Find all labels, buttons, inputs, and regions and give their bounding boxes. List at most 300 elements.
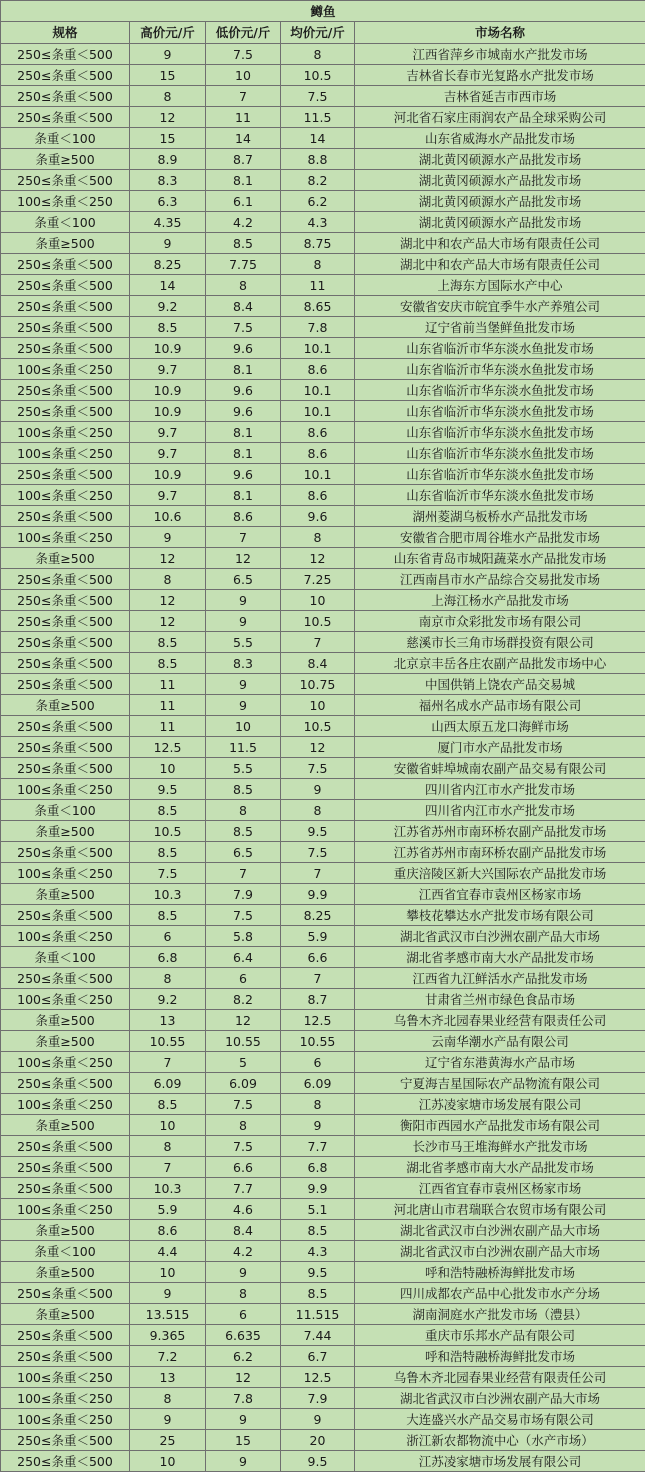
cell-avg-price: 8 [281, 254, 355, 275]
cell-market-name: 湖州菱湖乌板桥水产品批发市场 [355, 506, 645, 527]
cell-spec: 250≤条重＜500 [1, 254, 130, 275]
cell-high-price: 8.3 [130, 170, 206, 191]
cell-avg-price: 4.3 [281, 1241, 355, 1262]
cell-avg-price: 10.75 [281, 674, 355, 695]
cell-spec: 250≤条重＜500 [1, 737, 130, 758]
cell-high-price: 15 [130, 128, 206, 149]
cell-market-name: 山东省威海水产品批发市场 [355, 128, 645, 149]
cell-high-price: 9 [130, 1283, 206, 1304]
cell-avg-price: 6.7 [281, 1346, 355, 1367]
table-row [1, 317, 645, 338]
cell-spec: 100≤条重＜250 [1, 1094, 130, 1115]
table-row [1, 275, 645, 296]
cell-avg-price: 10.1 [281, 338, 355, 359]
cell-low-price: 12 [206, 548, 281, 569]
table-row [1, 611, 645, 632]
table-row [1, 821, 645, 842]
cell-spec: 条重≥500 [1, 1262, 130, 1283]
cell-high-price: 8 [130, 86, 206, 107]
table-row [1, 296, 645, 317]
cell-low-price: 7.5 [206, 317, 281, 338]
cell-high-price: 9.365 [130, 1325, 206, 1346]
table-row [1, 968, 645, 989]
cell-low-price: 6.1 [206, 191, 281, 212]
cell-high-price: 9 [130, 1409, 206, 1430]
cell-high-price: 9 [130, 527, 206, 548]
cell-low-price: 6.635 [206, 1325, 281, 1346]
cell-spec: 条重≥500 [1, 695, 130, 716]
cell-high-price: 11 [130, 716, 206, 737]
cell-avg-price: 9.5 [281, 821, 355, 842]
cell-high-price: 9.7 [130, 359, 206, 380]
cell-avg-price: 12 [281, 737, 355, 758]
table-row [1, 485, 645, 506]
table-row [1, 926, 645, 947]
table-row [1, 863, 645, 884]
cell-high-price: 8.5 [130, 653, 206, 674]
cell-spec: 250≤条重＜500 [1, 44, 130, 65]
cell-market-name: 厦门市水产品批发市场 [355, 737, 645, 758]
column-header-low-price: 低价元/斤 [206, 22, 281, 44]
cell-low-price: 8.1 [206, 422, 281, 443]
cell-avg-price: 9 [281, 1115, 355, 1136]
cell-high-price: 10.55 [130, 1031, 206, 1052]
cell-avg-price: 8.5 [281, 1220, 355, 1241]
cell-high-price: 7.5 [130, 863, 206, 884]
cell-spec: 250≤条重＜500 [1, 1430, 130, 1451]
cell-low-price: 6.5 [206, 842, 281, 863]
table-row [1, 149, 645, 170]
cell-spec: 100≤条重＜250 [1, 1409, 130, 1430]
cell-high-price: 9.7 [130, 485, 206, 506]
cell-spec: 100≤条重＜250 [1, 1388, 130, 1409]
cell-spec: 250≤条重＜500 [1, 632, 130, 653]
cell-high-price: 10.9 [130, 380, 206, 401]
cell-avg-price: 8 [281, 527, 355, 548]
table-row [1, 1451, 645, 1472]
cell-market-name: 长沙市马王堆海鲜水产批发市场 [355, 1136, 645, 1157]
cell-market-name: 湖北省武汉市白沙洲农副产品大市场 [355, 926, 645, 947]
table-row [1, 359, 645, 380]
cell-market-name: 上海江杨水产品批发市场 [355, 590, 645, 611]
table-row [1, 380, 645, 401]
cell-high-price: 8.5 [130, 632, 206, 653]
title-row [1, 1, 645, 22]
cell-high-price: 8.5 [130, 1094, 206, 1115]
table-row [1, 884, 645, 905]
cell-spec: 条重＜100 [1, 128, 130, 149]
cell-avg-price: 9 [281, 779, 355, 800]
cell-market-name: 浙江新农都物流中心（水产市场） [355, 1430, 645, 1451]
table-row [1, 527, 645, 548]
table-row [1, 737, 645, 758]
cell-high-price: 7 [130, 1157, 206, 1178]
cell-low-price: 10 [206, 716, 281, 737]
cell-high-price: 11 [130, 674, 206, 695]
cell-spec: 250≤条重＜500 [1, 65, 130, 86]
cell-avg-price: 8.5 [281, 1283, 355, 1304]
cell-high-price: 12 [130, 611, 206, 632]
cell-market-name: 湖北黄冈硕源水产品批发市场 [355, 191, 645, 212]
cell-market-name: 江西省九江鲜活水产品批发市场 [355, 968, 645, 989]
table-row [1, 716, 645, 737]
cell-avg-price: 6 [281, 1052, 355, 1073]
cell-low-price: 9 [206, 1451, 281, 1472]
cell-high-price: 12 [130, 548, 206, 569]
cell-spec: 250≤条重＜500 [1, 1451, 130, 1472]
cell-low-price: 11.5 [206, 737, 281, 758]
cell-spec: 250≤条重＜500 [1, 380, 130, 401]
cell-spec: 250≤条重＜500 [1, 674, 130, 695]
cell-avg-price: 8.6 [281, 422, 355, 443]
cell-market-name: 江苏凌家塘市场发展有限公司 [355, 1451, 645, 1472]
table-row [1, 800, 645, 821]
cell-low-price: 7.7 [206, 1178, 281, 1199]
table-row [1, 1220, 645, 1241]
table-row [1, 1199, 645, 1220]
cell-high-price: 9 [130, 44, 206, 65]
cell-spec: 条重＜100 [1, 212, 130, 233]
cell-market-name: 山东省临沂市华东淡水鱼批发市场 [355, 464, 645, 485]
cell-avg-price: 7.7 [281, 1136, 355, 1157]
cell-low-price: 5.5 [206, 632, 281, 653]
table-row [1, 1346, 645, 1367]
cell-high-price: 10 [130, 758, 206, 779]
cell-market-name: 北京京丰岳各庄农副产品批发市场中心 [355, 653, 645, 674]
cell-low-price: 7.5 [206, 44, 281, 65]
cell-spec: 100≤条重＜250 [1, 1199, 130, 1220]
table-row [1, 695, 645, 716]
cell-avg-price: 7.5 [281, 842, 355, 863]
cell-spec: 100≤条重＜250 [1, 1367, 130, 1388]
column-header-spec: 规格 [1, 22, 130, 44]
table-row [1, 842, 645, 863]
cell-spec: 250≤条重＜500 [1, 569, 130, 590]
table-row [1, 1115, 645, 1136]
cell-high-price: 9.2 [130, 296, 206, 317]
cell-avg-price: 8.6 [281, 443, 355, 464]
cell-avg-price: 8.25 [281, 905, 355, 926]
cell-high-price: 9.7 [130, 443, 206, 464]
cell-high-price: 10.5 [130, 821, 206, 842]
cell-spec: 100≤条重＜250 [1, 527, 130, 548]
cell-avg-price: 7 [281, 632, 355, 653]
cell-low-price: 9 [206, 611, 281, 632]
cell-spec: 100≤条重＜250 [1, 422, 130, 443]
cell-market-name: 湖北省孝感市南大水产品批发市场 [355, 1157, 645, 1178]
cell-low-price: 5.8 [206, 926, 281, 947]
cell-low-price: 8.7 [206, 149, 281, 170]
cell-high-price: 8.5 [130, 800, 206, 821]
cell-market-name: 湖北省武汉市白沙洲农副产品大市场 [355, 1220, 645, 1241]
cell-avg-price: 7.5 [281, 758, 355, 779]
table-row [1, 905, 645, 926]
cell-market-name: 慈溪市长三角市场群投资有限公司 [355, 632, 645, 653]
table-body [1, 44, 645, 1472]
cell-low-price: 9.6 [206, 464, 281, 485]
cell-spec: 250≤条重＜500 [1, 1325, 130, 1346]
table-row [1, 65, 645, 86]
cell-spec: 条重≥500 [1, 821, 130, 842]
cell-avg-price: 5.1 [281, 1199, 355, 1220]
cell-market-name: 吉林省延吉市西市场 [355, 86, 645, 107]
cell-market-name: 江西省宜春市袁州区杨家市场 [355, 884, 645, 905]
cell-high-price: 8.5 [130, 317, 206, 338]
cell-high-price: 10.3 [130, 1178, 206, 1199]
cell-market-name: 湖北省武汉市白沙洲农副产品大市场 [355, 1388, 645, 1409]
cell-market-name: 湖北黄冈硕源水产品批发市场 [355, 212, 645, 233]
cell-market-name: 山东省临沂市华东淡水鱼批发市场 [355, 443, 645, 464]
cell-low-price: 8.5 [206, 233, 281, 254]
cell-avg-price: 4.3 [281, 212, 355, 233]
cell-market-name: 乌鲁木齐北园春果业经营有限责任公司 [355, 1367, 645, 1388]
cell-spec: 250≤条重＜500 [1, 905, 130, 926]
cell-low-price: 8.1 [206, 485, 281, 506]
cell-avg-price: 10.1 [281, 464, 355, 485]
cell-avg-price: 10.55 [281, 1031, 355, 1052]
cell-low-price: 7.75 [206, 254, 281, 275]
cell-spec: 条重≥500 [1, 149, 130, 170]
cell-avg-price: 7.5 [281, 86, 355, 107]
cell-high-price: 6 [130, 926, 206, 947]
cell-market-name: 吉林省长春市光复路水产批发市场 [355, 65, 645, 86]
cell-spec: 250≤条重＜500 [1, 464, 130, 485]
cell-low-price: 6.4 [206, 947, 281, 968]
cell-high-price: 25 [130, 1430, 206, 1451]
cell-avg-price: 8.2 [281, 170, 355, 191]
table-row [1, 1052, 645, 1073]
cell-high-price: 8.9 [130, 149, 206, 170]
cell-avg-price: 7 [281, 863, 355, 884]
cell-avg-price: 9.9 [281, 1178, 355, 1199]
cell-high-price: 8 [130, 1388, 206, 1409]
cell-avg-price: 7.25 [281, 569, 355, 590]
cell-avg-price: 7.8 [281, 317, 355, 338]
cell-high-price: 6.3 [130, 191, 206, 212]
cell-market-name: 山东省临沂市华东淡水鱼批发市场 [355, 338, 645, 359]
cell-low-price: 8.6 [206, 506, 281, 527]
cell-spec: 250≤条重＜500 [1, 296, 130, 317]
cell-high-price: 4.35 [130, 212, 206, 233]
table-row [1, 86, 645, 107]
cell-high-price: 6.09 [130, 1073, 206, 1094]
cell-spec: 250≤条重＜500 [1, 107, 130, 128]
cell-avg-price: 6.2 [281, 191, 355, 212]
cell-avg-price: 10.1 [281, 380, 355, 401]
table-row [1, 1136, 645, 1157]
cell-avg-price: 7 [281, 968, 355, 989]
cell-low-price: 6 [206, 968, 281, 989]
cell-spec: 条重≥500 [1, 1010, 130, 1031]
table-row [1, 632, 645, 653]
cell-low-price: 10 [206, 65, 281, 86]
cell-avg-price: 8.4 [281, 653, 355, 674]
cell-spec: 条重≥500 [1, 1220, 130, 1241]
cell-avg-price: 10.5 [281, 65, 355, 86]
cell-low-price: 9 [206, 1409, 281, 1430]
cell-high-price: 10.9 [130, 401, 206, 422]
cell-avg-price: 11.515 [281, 1304, 355, 1325]
cell-market-name: 湖北中和农产品大市场有限责任公司 [355, 233, 645, 254]
cell-avg-price: 9.5 [281, 1262, 355, 1283]
cell-low-price: 8.5 [206, 821, 281, 842]
cell-high-price: 11 [130, 695, 206, 716]
cell-low-price: 5 [206, 1052, 281, 1073]
cell-high-price: 6.8 [130, 947, 206, 968]
cell-high-price: 9.7 [130, 422, 206, 443]
cell-market-name: 四川省内江市水产批发市场 [355, 800, 645, 821]
cell-avg-price: 11 [281, 275, 355, 296]
table-row [1, 1157, 645, 1178]
column-header-high-price: 高价元/斤 [130, 22, 206, 44]
cell-market-name: 江西南昌市水产品综合交易批发市场 [355, 569, 645, 590]
cell-low-price: 6.2 [206, 1346, 281, 1367]
cell-high-price: 8 [130, 968, 206, 989]
cell-market-name: 湖北中和农产品大市场有限责任公司 [355, 254, 645, 275]
table-row [1, 1241, 645, 1262]
cell-high-price: 9.5 [130, 779, 206, 800]
cell-market-name: 福州名成水产品市场有限公司 [355, 695, 645, 716]
cell-high-price: 15 [130, 65, 206, 86]
cell-avg-price: 14 [281, 128, 355, 149]
table-row [1, 653, 645, 674]
cell-avg-price: 8.65 [281, 296, 355, 317]
cell-avg-price: 10 [281, 695, 355, 716]
table-row [1, 548, 645, 569]
table-row [1, 1031, 645, 1052]
cell-low-price: 7 [206, 86, 281, 107]
cell-avg-price: 10.1 [281, 401, 355, 422]
cell-spec: 250≤条重＜500 [1, 1136, 130, 1157]
cell-spec: 100≤条重＜250 [1, 485, 130, 506]
cell-market-name: 河北唐山市君瑞联合农贸市场有限公司 [355, 1199, 645, 1220]
cell-avg-price: 7.44 [281, 1325, 355, 1346]
cell-market-name: 甘肃省兰州市绿色食品市场 [355, 989, 645, 1010]
cell-low-price: 4.2 [206, 212, 281, 233]
table-row [1, 128, 645, 149]
table-row [1, 212, 645, 233]
cell-high-price: 9 [130, 233, 206, 254]
cell-market-name: 辽宁省前当堡鲜鱼批发市场 [355, 317, 645, 338]
cell-avg-price: 8.7 [281, 989, 355, 1010]
cell-low-price: 9.6 [206, 380, 281, 401]
cell-spec: 条重≥500 [1, 1031, 130, 1052]
column-header-market: 市场名称 [355, 22, 645, 44]
cell-market-name: 山东省临沂市华东淡水鱼批发市场 [355, 485, 645, 506]
table-row [1, 758, 645, 779]
cell-market-name: 江苏凌家塘市场发展有限公司 [355, 1094, 645, 1115]
cell-avg-price: 9.5 [281, 1451, 355, 1472]
table-row [1, 1094, 645, 1115]
cell-spec: 100≤条重＜250 [1, 191, 130, 212]
cell-low-price: 8.1 [206, 443, 281, 464]
table-row [1, 674, 645, 695]
table-row [1, 422, 645, 443]
cell-high-price: 5.9 [130, 1199, 206, 1220]
cell-spec: 250≤条重＜500 [1, 1283, 130, 1304]
cell-market-name: 安徽省合肥市周谷堆水产品批发市场 [355, 527, 645, 548]
table-row [1, 779, 645, 800]
cell-avg-price: 8 [281, 1094, 355, 1115]
cell-avg-price: 12.5 [281, 1010, 355, 1031]
cell-low-price: 7.9 [206, 884, 281, 905]
cell-low-price: 4.2 [206, 1241, 281, 1262]
cell-high-price: 10 [130, 1115, 206, 1136]
cell-spec: 250≤条重＜500 [1, 1178, 130, 1199]
cell-market-name: 宁夏海吉星国际农产品物流有限公司 [355, 1073, 645, 1094]
cell-low-price: 8.4 [206, 1220, 281, 1241]
cell-low-price: 9.6 [206, 338, 281, 359]
cell-spec: 250≤条重＜500 [1, 590, 130, 611]
cell-low-price: 8.3 [206, 653, 281, 674]
cell-market-name: 山东省临沂市华东淡水鱼批发市场 [355, 359, 645, 380]
cell-low-price: 7 [206, 527, 281, 548]
cell-high-price: 7.2 [130, 1346, 206, 1367]
cell-low-price: 9 [206, 1262, 281, 1283]
cell-avg-price: 6.8 [281, 1157, 355, 1178]
cell-market-name: 江西省宜春市袁州区杨家市场 [355, 1178, 645, 1199]
cell-low-price: 8 [206, 275, 281, 296]
cell-avg-price: 6.09 [281, 1073, 355, 1094]
cell-spec: 100≤条重＜250 [1, 989, 130, 1010]
cell-high-price: 8.5 [130, 842, 206, 863]
cell-high-price: 10.3 [130, 884, 206, 905]
table-row [1, 1304, 645, 1325]
cell-spec: 250≤条重＜500 [1, 1073, 130, 1094]
cell-avg-price: 12.5 [281, 1367, 355, 1388]
cell-high-price: 10.6 [130, 506, 206, 527]
cell-high-price: 14 [130, 275, 206, 296]
cell-spec: 250≤条重＜500 [1, 317, 130, 338]
cell-spec: 250≤条重＜500 [1, 338, 130, 359]
cell-spec: 250≤条重＜500 [1, 275, 130, 296]
header-row [1, 22, 645, 44]
cell-avg-price: 12 [281, 548, 355, 569]
cell-spec: 条重＜100 [1, 1241, 130, 1262]
cell-low-price: 15 [206, 1430, 281, 1451]
cell-low-price: 6.6 [206, 1157, 281, 1178]
cell-low-price: 4.6 [206, 1199, 281, 1220]
cell-low-price: 7 [206, 863, 281, 884]
cell-low-price: 8 [206, 1283, 281, 1304]
cell-spec: 250≤条重＜500 [1, 170, 130, 191]
cell-avg-price: 8.8 [281, 149, 355, 170]
cell-low-price: 6 [206, 1304, 281, 1325]
cell-market-name: 四川成都农产品中心批发市水产分场 [355, 1283, 645, 1304]
cell-market-name: 江苏省苏州市南环桥农副产品批发市场 [355, 821, 645, 842]
cell-avg-price: 8.6 [281, 485, 355, 506]
cell-spec: 100≤条重＜250 [1, 926, 130, 947]
cell-spec: 250≤条重＜500 [1, 1157, 130, 1178]
table-row [1, 1262, 645, 1283]
table-row [1, 947, 645, 968]
cell-avg-price: 9 [281, 1409, 355, 1430]
cell-low-price: 8 [206, 800, 281, 821]
cell-low-price: 7.5 [206, 1136, 281, 1157]
cell-avg-price: 8.6 [281, 359, 355, 380]
cell-market-name: 山东省临沂市华东淡水鱼批发市场 [355, 401, 645, 422]
table-row [1, 1325, 645, 1346]
cell-high-price: 8.25 [130, 254, 206, 275]
cell-high-price: 10.9 [130, 464, 206, 485]
table-row [1, 443, 645, 464]
cell-low-price: 9 [206, 695, 281, 716]
cell-market-name: 湖北黄冈硕源水产品批发市场 [355, 170, 645, 191]
table-row [1, 464, 645, 485]
cell-high-price: 12.5 [130, 737, 206, 758]
cell-market-name: 湖北省武汉市白沙洲农副产品大市场 [355, 1241, 645, 1262]
cell-market-name: 南京市众彩批发市场有限公司 [355, 611, 645, 632]
